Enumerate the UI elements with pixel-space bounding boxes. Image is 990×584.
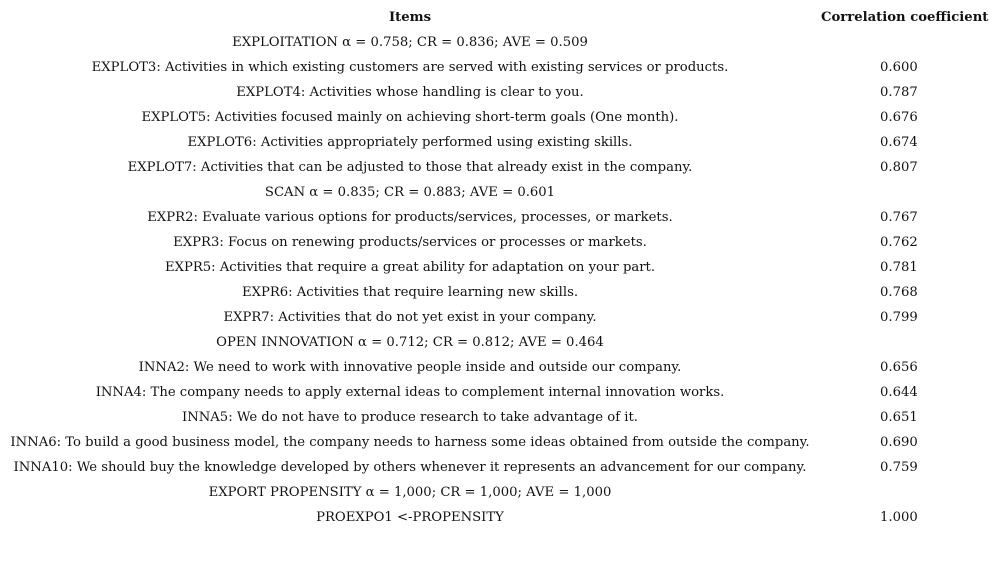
loadings-table	[0, 5, 990, 530]
correlation-value: 0.799	[880, 310, 918, 325]
section-label: EXPORT PROPENSITY α = 1,000; CR = 1,000; AVE = 1,000	[208, 485, 612, 500]
correlation-value: 0.674	[880, 135, 918, 150]
correlation-value: 0.656	[880, 360, 918, 375]
section-header-row	[0, 180, 990, 205]
item-description: EXPLOT3: Activities in which existing customers are served with existing services or products.	[91, 60, 729, 75]
table-row	[0, 405, 990, 430]
item-description: INNA6: To build a good business model, the company needs to harness some ideas obtained from outside the company.	[10, 435, 810, 450]
correlation-value: 1.000	[880, 510, 918, 525]
items-header: Items	[388, 10, 432, 25]
section-header-row	[0, 330, 990, 355]
item-description: EXPLOT7: Activities that can be adjusted to those that already exist in the company.	[127, 160, 693, 175]
table-row	[0, 130, 990, 155]
table-row	[0, 305, 990, 330]
coefficient-header: Correlation coefficient	[821, 10, 989, 25]
item-description: EXPLOT5: Activities focused mainly on achieving short-term goals (One month).	[141, 110, 679, 125]
table-row	[0, 230, 990, 255]
item-description: EXPLOT4: Activities whose handling is clear to you.	[236, 85, 584, 100]
table-row	[0, 155, 990, 180]
table-row	[0, 280, 990, 305]
item-description: INNA2: We need to work with innovative people inside and outside our company.	[138, 360, 682, 375]
section-empty-cell	[820, 180, 990, 205]
correlation-value: 0.767	[880, 210, 918, 225]
section-label: EXPLOITATION α = 0.758; CR = 0.836; AVE = 0.509	[232, 35, 588, 50]
table-body	[0, 30, 990, 530]
item-description: EXPR3: Focus on renewing products/services or processes or markets.	[173, 235, 647, 250]
section-header-row	[0, 30, 990, 55]
section-empty-cell	[820, 480, 990, 505]
table-row	[0, 430, 990, 455]
item-description: EXPR5: Activities that require a great ability for adaptation on your part.	[164, 260, 656, 275]
table-row	[0, 105, 990, 130]
item-description: EXPR6: Activities that require learning new skills.	[241, 285, 579, 300]
item-description: INNA5: We do not have to produce research to take advantage of it.	[182, 410, 638, 425]
correlation-value: 0.762	[880, 235, 918, 250]
item-description: EXPLOT6: Activities appropriately performed using existing skills.	[187, 135, 633, 150]
correlation-value: 0.600	[880, 60, 918, 75]
table-row	[0, 380, 990, 405]
correlation-value: 0.807	[880, 160, 918, 175]
correlation-value: 0.690	[880, 435, 918, 450]
section-empty-cell	[820, 330, 990, 355]
table-row	[0, 80, 990, 105]
correlation-value: 0.781	[880, 260, 918, 275]
header-row	[0, 5, 990, 30]
table-row	[0, 255, 990, 280]
table-row	[0, 505, 990, 530]
correlation-value: 0.651	[880, 410, 918, 425]
item-description: EXPR7: Activities that do not yet exist in your company.	[223, 310, 597, 325]
item-description: PROEXPO1 <-PROPENSITY	[316, 510, 504, 525]
item-description: EXPR2: Evaluate various options for products/services, processes, or markets.	[147, 210, 673, 225]
section-empty-cell	[820, 30, 990, 55]
table-row	[0, 55, 990, 80]
table-row	[0, 455, 990, 480]
correlation-value: 0.787	[880, 85, 918, 100]
section-header-row	[0, 480, 990, 505]
section-label: SCAN α = 0.835; CR = 0.883; AVE = 0.601	[264, 185, 556, 200]
correlation-value: 0.676	[880, 110, 918, 125]
correlation-value: 0.759	[880, 460, 918, 475]
correlation-value: 0.644	[880, 385, 918, 400]
section-label: OPEN INNOVATION α = 0.712; CR = 0.812; AVE = 0.464	[216, 335, 604, 350]
correlation-value: 0.768	[880, 285, 918, 300]
table-row	[0, 355, 990, 380]
item-description: INNA10: We should buy the knowledge developed by others whenever it represents an advancement for our company.	[13, 460, 807, 475]
table-row	[0, 205, 990, 230]
item-description: INNA4: The company needs to apply external ideas to complement internal innovation works.	[95, 385, 725, 400]
